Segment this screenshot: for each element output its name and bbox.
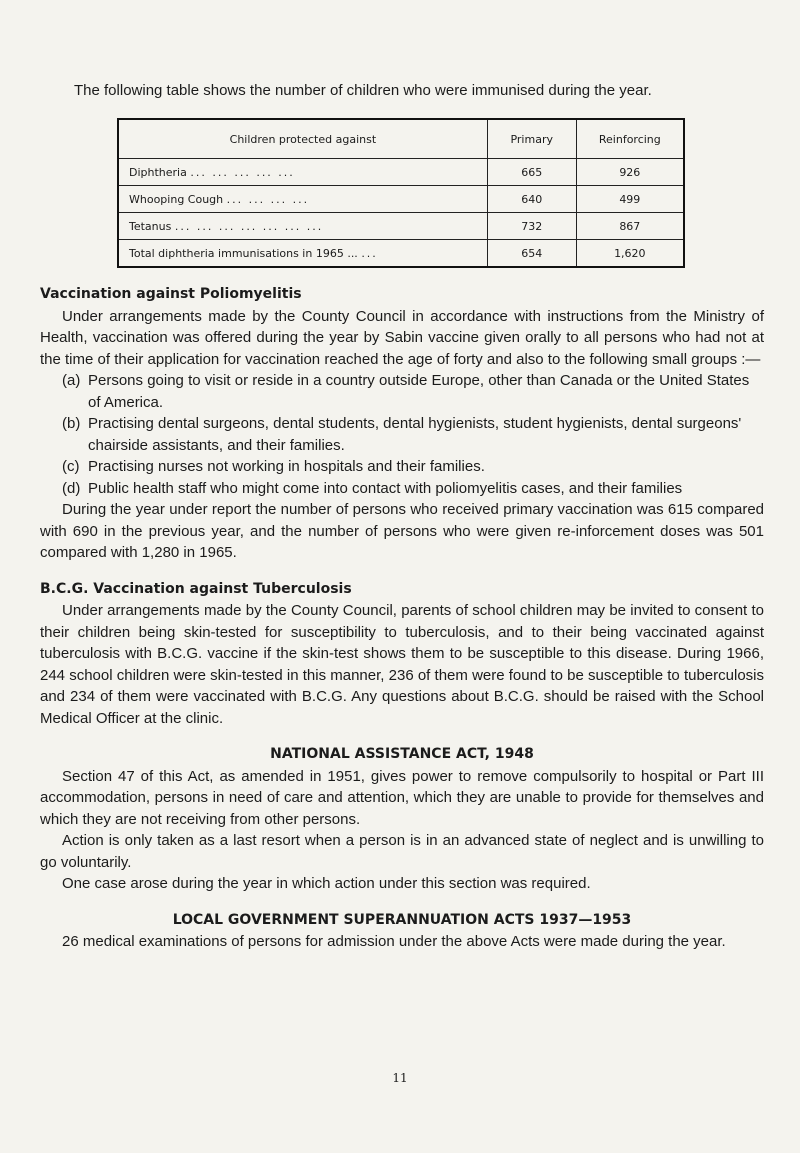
row-label: Total diphtheria immunisations in 1965 ... ... <box>118 240 487 268</box>
primary-value: 732 <box>487 213 576 240</box>
page-number: 11 <box>392 1071 408 1085</box>
primary-value: 665 <box>487 159 576 186</box>
list-item: (c) Practising nurses not working in hospitals and their families. <box>62 458 485 475</box>
primary-value: 654 <box>487 240 576 268</box>
reinforcing-value: 867 <box>576 213 684 240</box>
table-row <box>118 186 684 213</box>
row-label: Tetanus ... ... ... ... ... ... ... <box>118 213 487 240</box>
row-label: Diphtheria ... ... ... ... ... <box>118 159 487 186</box>
document-body <box>40 284 764 953</box>
reinforcing-value: 926 <box>576 159 684 186</box>
table-row <box>118 240 684 268</box>
primary-value: 640 <box>487 186 576 213</box>
header-reinforcing: Reinforcing <box>576 119 684 159</box>
list-item: (a) Persons going to visit or reside in a country outside Europe, other than Canada or the United States of America. <box>62 372 750 411</box>
immunisation-table <box>117 118 685 268</box>
list-item: (d) Public health staff who might come into contact with poliomyelitis cases, and their families <box>62 479 683 497</box>
polio-paragraph: Under arrangements made by the County Council in accordance with instructions from the Ministry of Health, vaccination was offered during the year by Sabin vaccine given orally to all persons who had not at the time of their application for vaccination reached the age of forty and also to the following small groups :— <box>40 307 764 368</box>
national-assistance-paragraph: Section 47 of this Act, as amended in 1951, gives power to remove compulsorily to hospital or Part III accommodation, persons in need of care and attention, which they are unable to provide for themselves and which they are not receiving from other persons. <box>40 767 764 828</box>
superannuation-heading: LOCAL GOVERNMENT SUPERANNUATION ACTS 1937—1953 <box>172 911 632 928</box>
polio-summary: During the year under report the number of persons who received primary vaccination was 615 compared with 690 in the previous year, and the number of persons who were given re-inforcement doses was 501 compared with 1,280 in 1965. <box>40 501 764 561</box>
national-assistance-paragraph: Action is only taken as a last resort when a person is in an advanced state of neglect and is unwilling to go voluntarily. <box>40 832 764 871</box>
row-label: Whooping Cough ... ... ... ... <box>118 186 487 213</box>
superannuation-paragraph: 26 medical examinations of persons for admission under the above Acts were made during the year. <box>62 933 726 950</box>
table-row <box>118 213 684 240</box>
intro-sentence: The following table shows the number of children who were immunised during the year. <box>74 82 652 99</box>
list-item: (b) Practising dental surgeons, dental students, dental hygienists, student hygienists, dental surgeons' chairside assistants, and their families. <box>62 415 742 454</box>
header-protected-against: Children protected against <box>118 119 487 159</box>
bcg-heading: B.C.G. Vaccination against Tuberculosis <box>40 580 352 597</box>
header-primary: Primary <box>487 119 576 159</box>
polio-heading: Vaccination against Poliomyelitis <box>40 286 302 302</box>
national-assistance-heading: NATIONAL ASSISTANCE ACT, 1948 <box>270 746 534 762</box>
table-header-row <box>118 119 684 159</box>
reinforcing-value: 1,620 <box>576 240 684 268</box>
bcg-paragraph: Under arrangements made by the County Council, parents of school children may be invited to consent to their children being skin-tested for susceptibility to tuberculosis, and to their being vaccinated against tuberculosis with B.C.G. vaccine if the skin-test shows them to be susceptible to this disease. During 1966, 244 school children were skin-tested in this manner, 236 of them were found to be susceptible to tuberculosis and 234 of them were vaccinated with B.C.G. Any questions about B.C.G. should be raised with the School Medical Officer at the clinic. <box>40 602 764 727</box>
national-assistance-paragraph: One case arose during the year in which action under this section was required. <box>62 875 591 892</box>
reinforcing-value: 499 <box>576 186 684 213</box>
table-row <box>118 159 684 186</box>
